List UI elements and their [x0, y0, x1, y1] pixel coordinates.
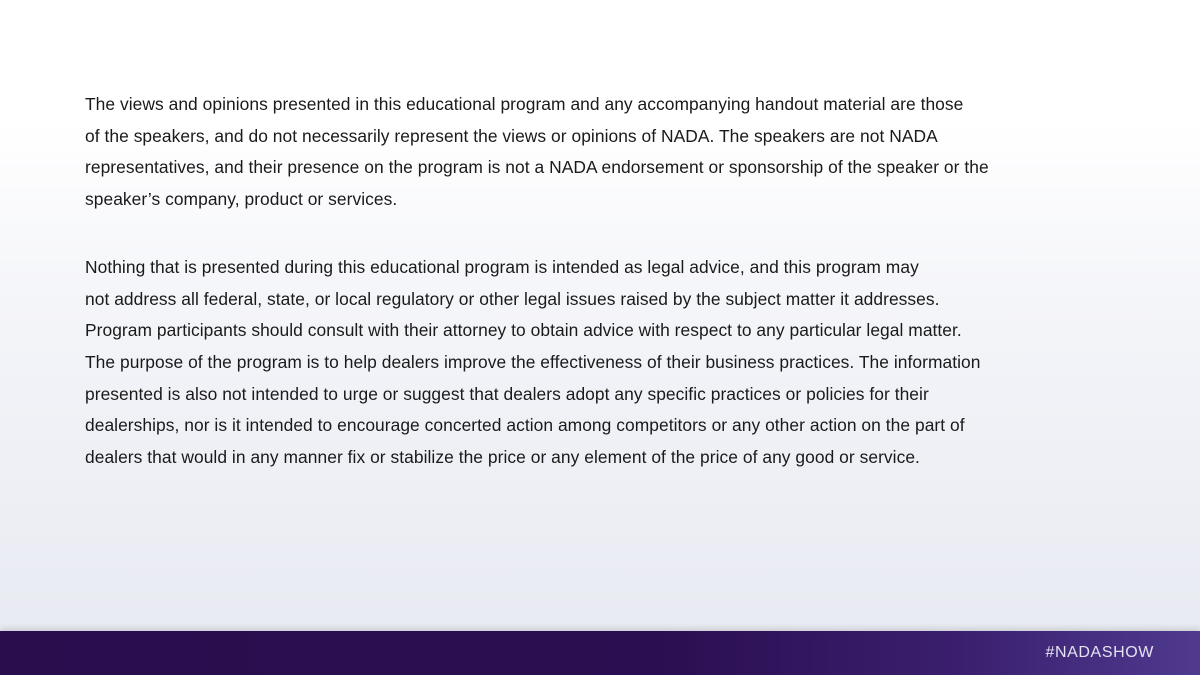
paragraph-line: speaker’s company, product or services. — [85, 189, 398, 210]
paragraph-line: presented is also not intended to urge or suggest that dealers adopt any specific practices or policies for their — [85, 383, 929, 404]
paragraph-line: Nothing that is presented during this educational program is intended as legal advice, and this program may — [85, 256, 919, 277]
paragraph-line: of the speakers, and do not necessarily represent the views or opinions of NADA. The speakers are not NADA — [85, 125, 938, 146]
disclaimer-paragraph-views — [85, 89, 1115, 216]
disclaimer-content — [85, 89, 1115, 474]
paragraph-line: dealers that would in any manner fix or stabilize the price or any element of the price of any good or service. — [85, 447, 920, 468]
paragraph-line: dealerships, nor is it intended to encourage concerted action among competitors or any other action on the part of — [85, 415, 965, 436]
paragraph-line: Program participants should consult with their attorney to obtain advice with respect to any particular legal matter. — [85, 320, 962, 341]
paragraph-line: representatives, and their presence on the program is not a NADA endorsement or sponsorship of the speaker or the — [85, 157, 989, 178]
disclaimer-paragraph-legal — [85, 252, 1115, 474]
paragraph-line: not address all federal, state, or local regulatory or other legal issues raised by the subject matter it addresses. — [85, 288, 940, 309]
paragraph-line: The purpose of the program is to help dealers improve the effectiveness of their business practices. The information — [85, 351, 981, 372]
event-hashtag: #NADASHOW — [1045, 644, 1154, 661]
paragraph-line: The views and opinions presented in this educational program and any accompanying handout material are those — [85, 94, 964, 114]
footer-bar — [0, 631, 1200, 675]
